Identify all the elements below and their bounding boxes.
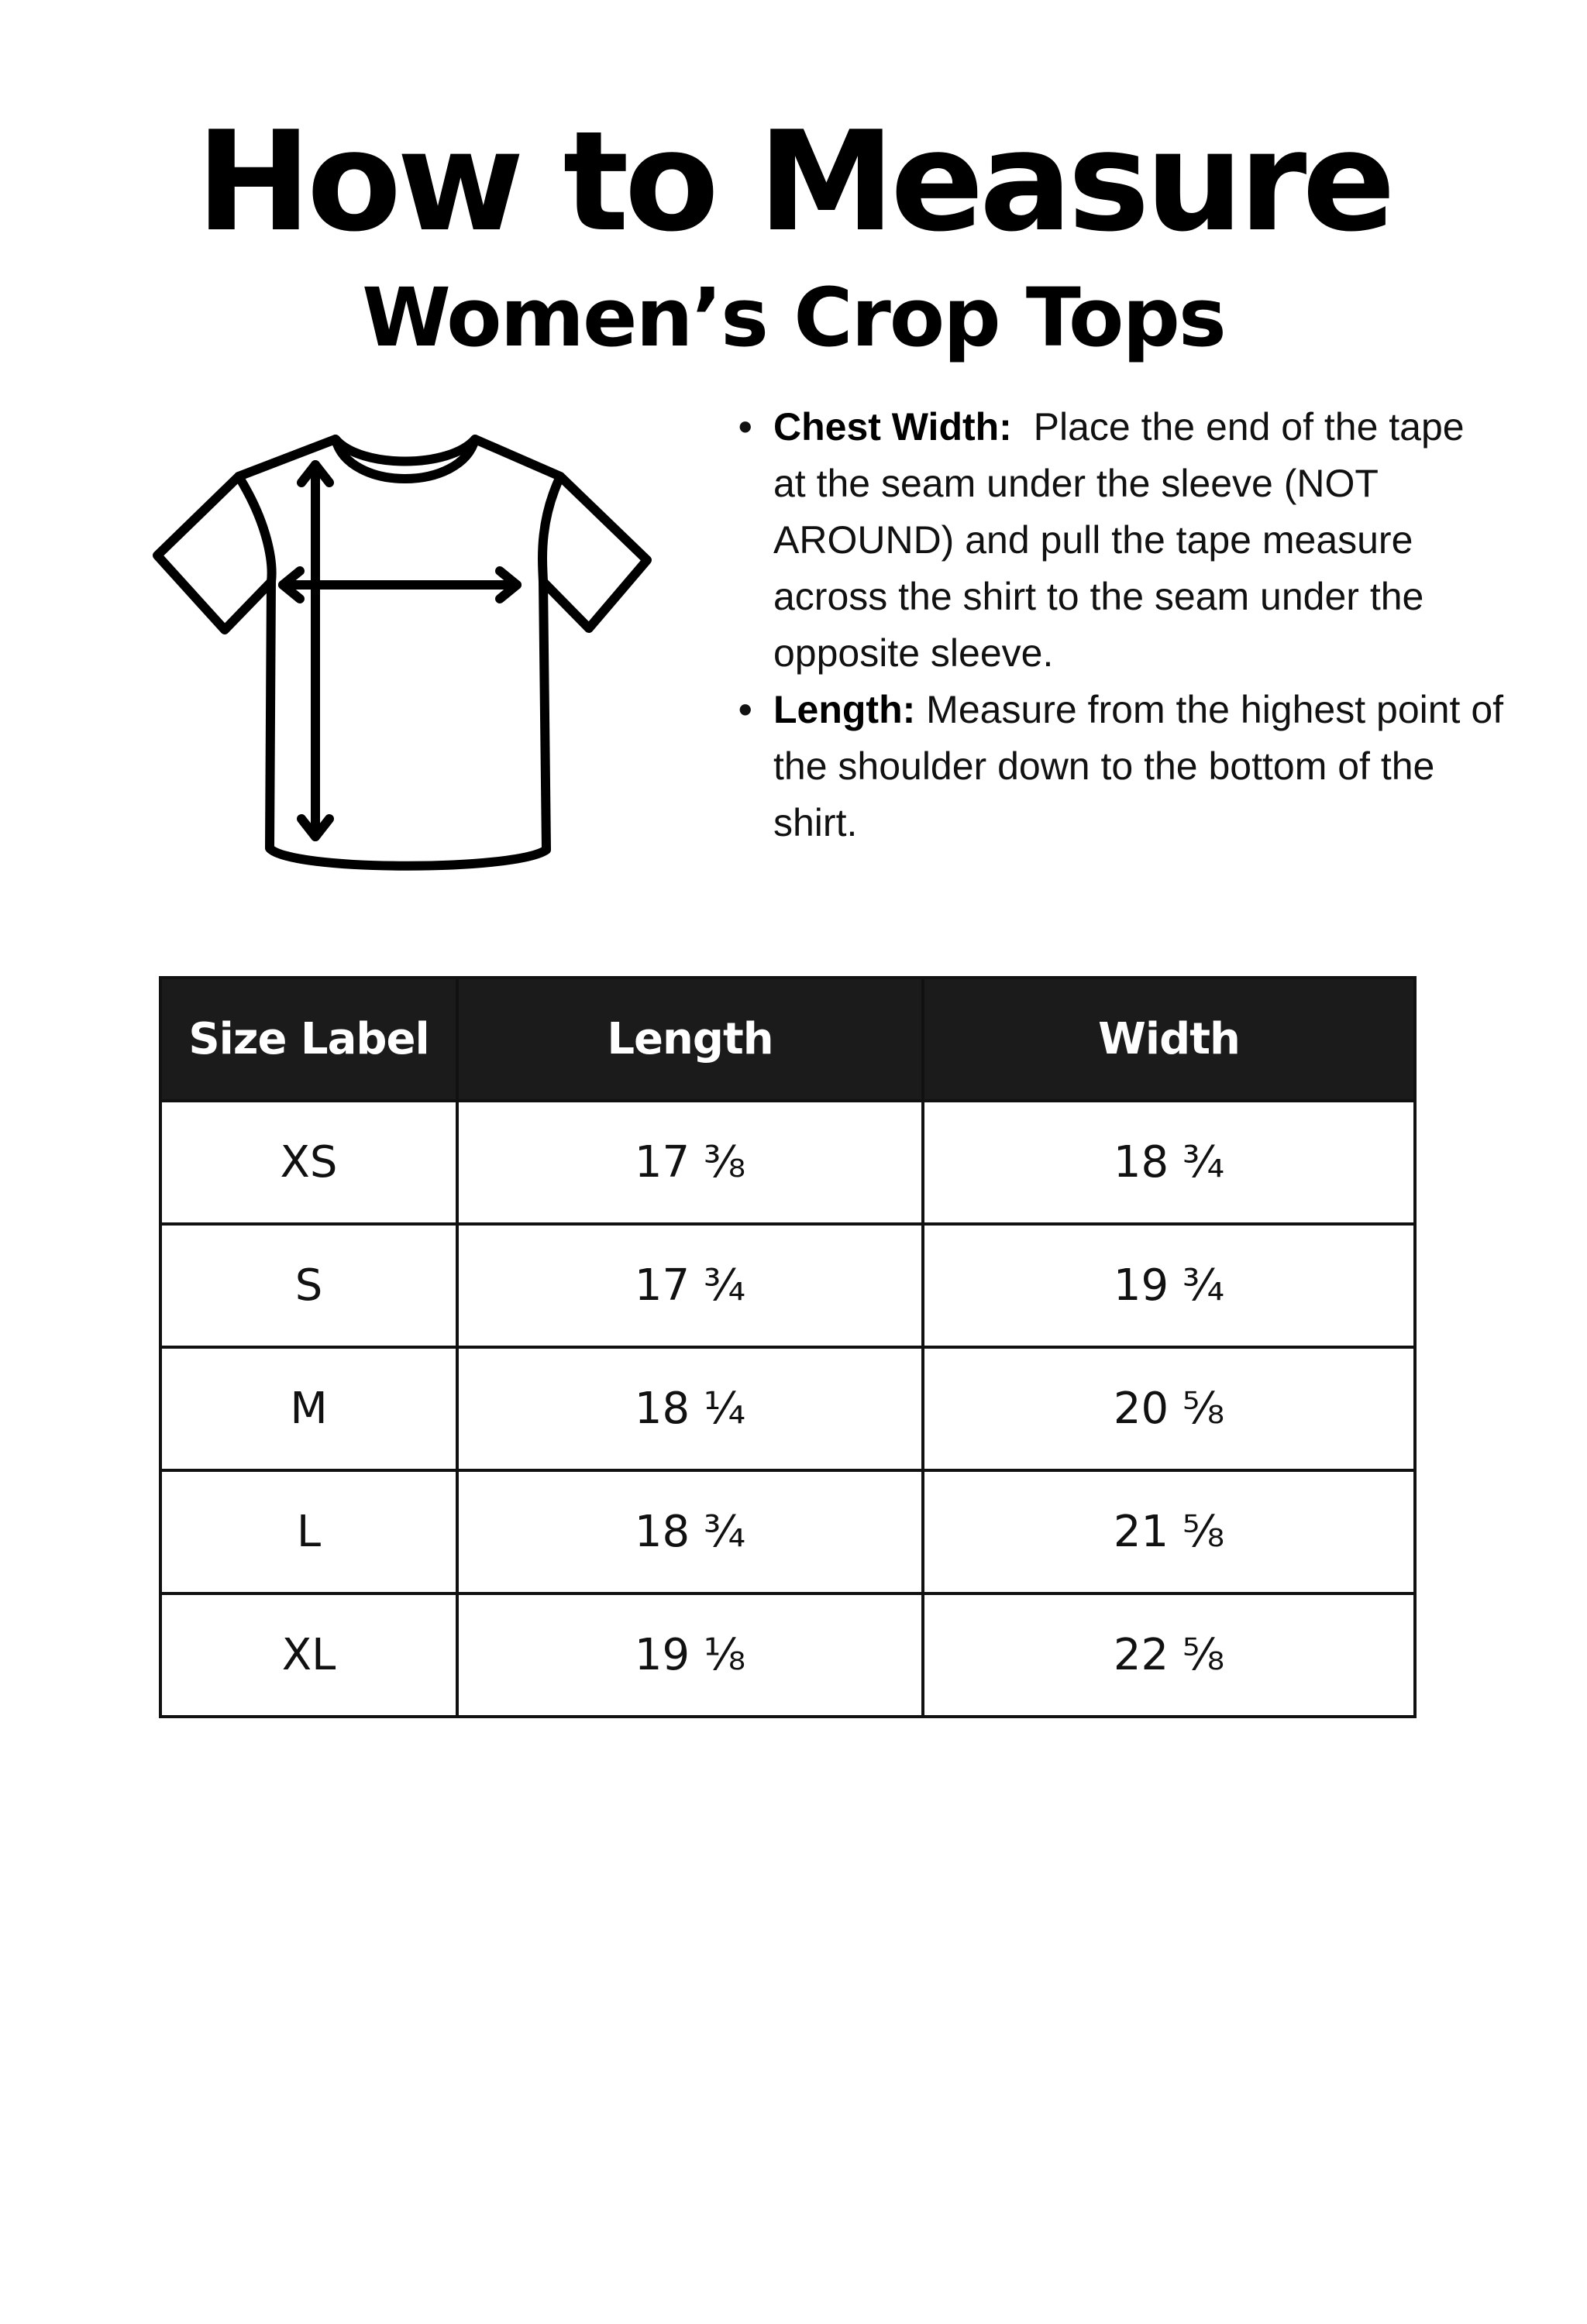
- tshirt-measure-icon: [151, 430, 663, 887]
- table-row: [160, 1101, 1415, 1224]
- length-cell: 19 ⅛: [457, 1593, 923, 1717]
- size-chart-table: [159, 976, 1417, 1718]
- table-row: [160, 1470, 1415, 1593]
- header-length: Length: [457, 978, 923, 1101]
- table-header-row: [160, 978, 1415, 1101]
- shirt-outline: [157, 439, 647, 866]
- length-cell: 17 ¾: [457, 1224, 923, 1347]
- shirt-right-seam: [542, 476, 560, 582]
- size-cell: S: [160, 1224, 457, 1347]
- instruction-text: Measure from the highest point of the shoulder down to the bottom of the shirt.: [773, 688, 1514, 844]
- shirt-left-seam: [239, 476, 272, 582]
- instruction-text: Place the end of the tape at the seam under the sleeve (NOT AROUND) and pull the tape measure across the shirt to the seam under the opposite sleeve.: [773, 405, 1475, 675]
- length-cell: 18 ¾: [457, 1470, 923, 1593]
- width-cell: 20 ⅝: [923, 1347, 1415, 1470]
- width-cell: 19 ¾: [923, 1224, 1415, 1347]
- length-cell: 18 ¼: [457, 1347, 923, 1470]
- page-title: How to Measure: [195, 101, 1392, 262]
- bullet-icon: •: [738, 405, 752, 449]
- instruction-term: Length:: [773, 688, 916, 731]
- size-cell: XL: [160, 1593, 457, 1717]
- header-width: Width: [923, 978, 1415, 1101]
- length-cell: 17 ⅜: [457, 1101, 923, 1224]
- width-cell: 18 ¾: [923, 1101, 1415, 1224]
- instruction-length: [732, 682, 1514, 851]
- instruction-term: Chest Width:: [773, 405, 1012, 449]
- instruction-chest-width: [732, 399, 1507, 682]
- width-cell: 22 ⅝: [923, 1593, 1415, 1717]
- table-row: [160, 1347, 1415, 1470]
- header-size-label: Size Label: [160, 978, 457, 1101]
- table-row: [160, 1593, 1415, 1717]
- width-cell: 21 ⅝: [923, 1470, 1415, 1593]
- measurement-instructions: [732, 399, 1514, 851]
- size-cell: M: [160, 1347, 457, 1470]
- table-row: [160, 1224, 1415, 1347]
- bullet-icon: •: [738, 688, 752, 731]
- page-subtitle: Women’s Crop Tops: [362, 270, 1225, 365]
- size-cell: XS: [160, 1101, 457, 1224]
- size-cell: L: [160, 1470, 457, 1593]
